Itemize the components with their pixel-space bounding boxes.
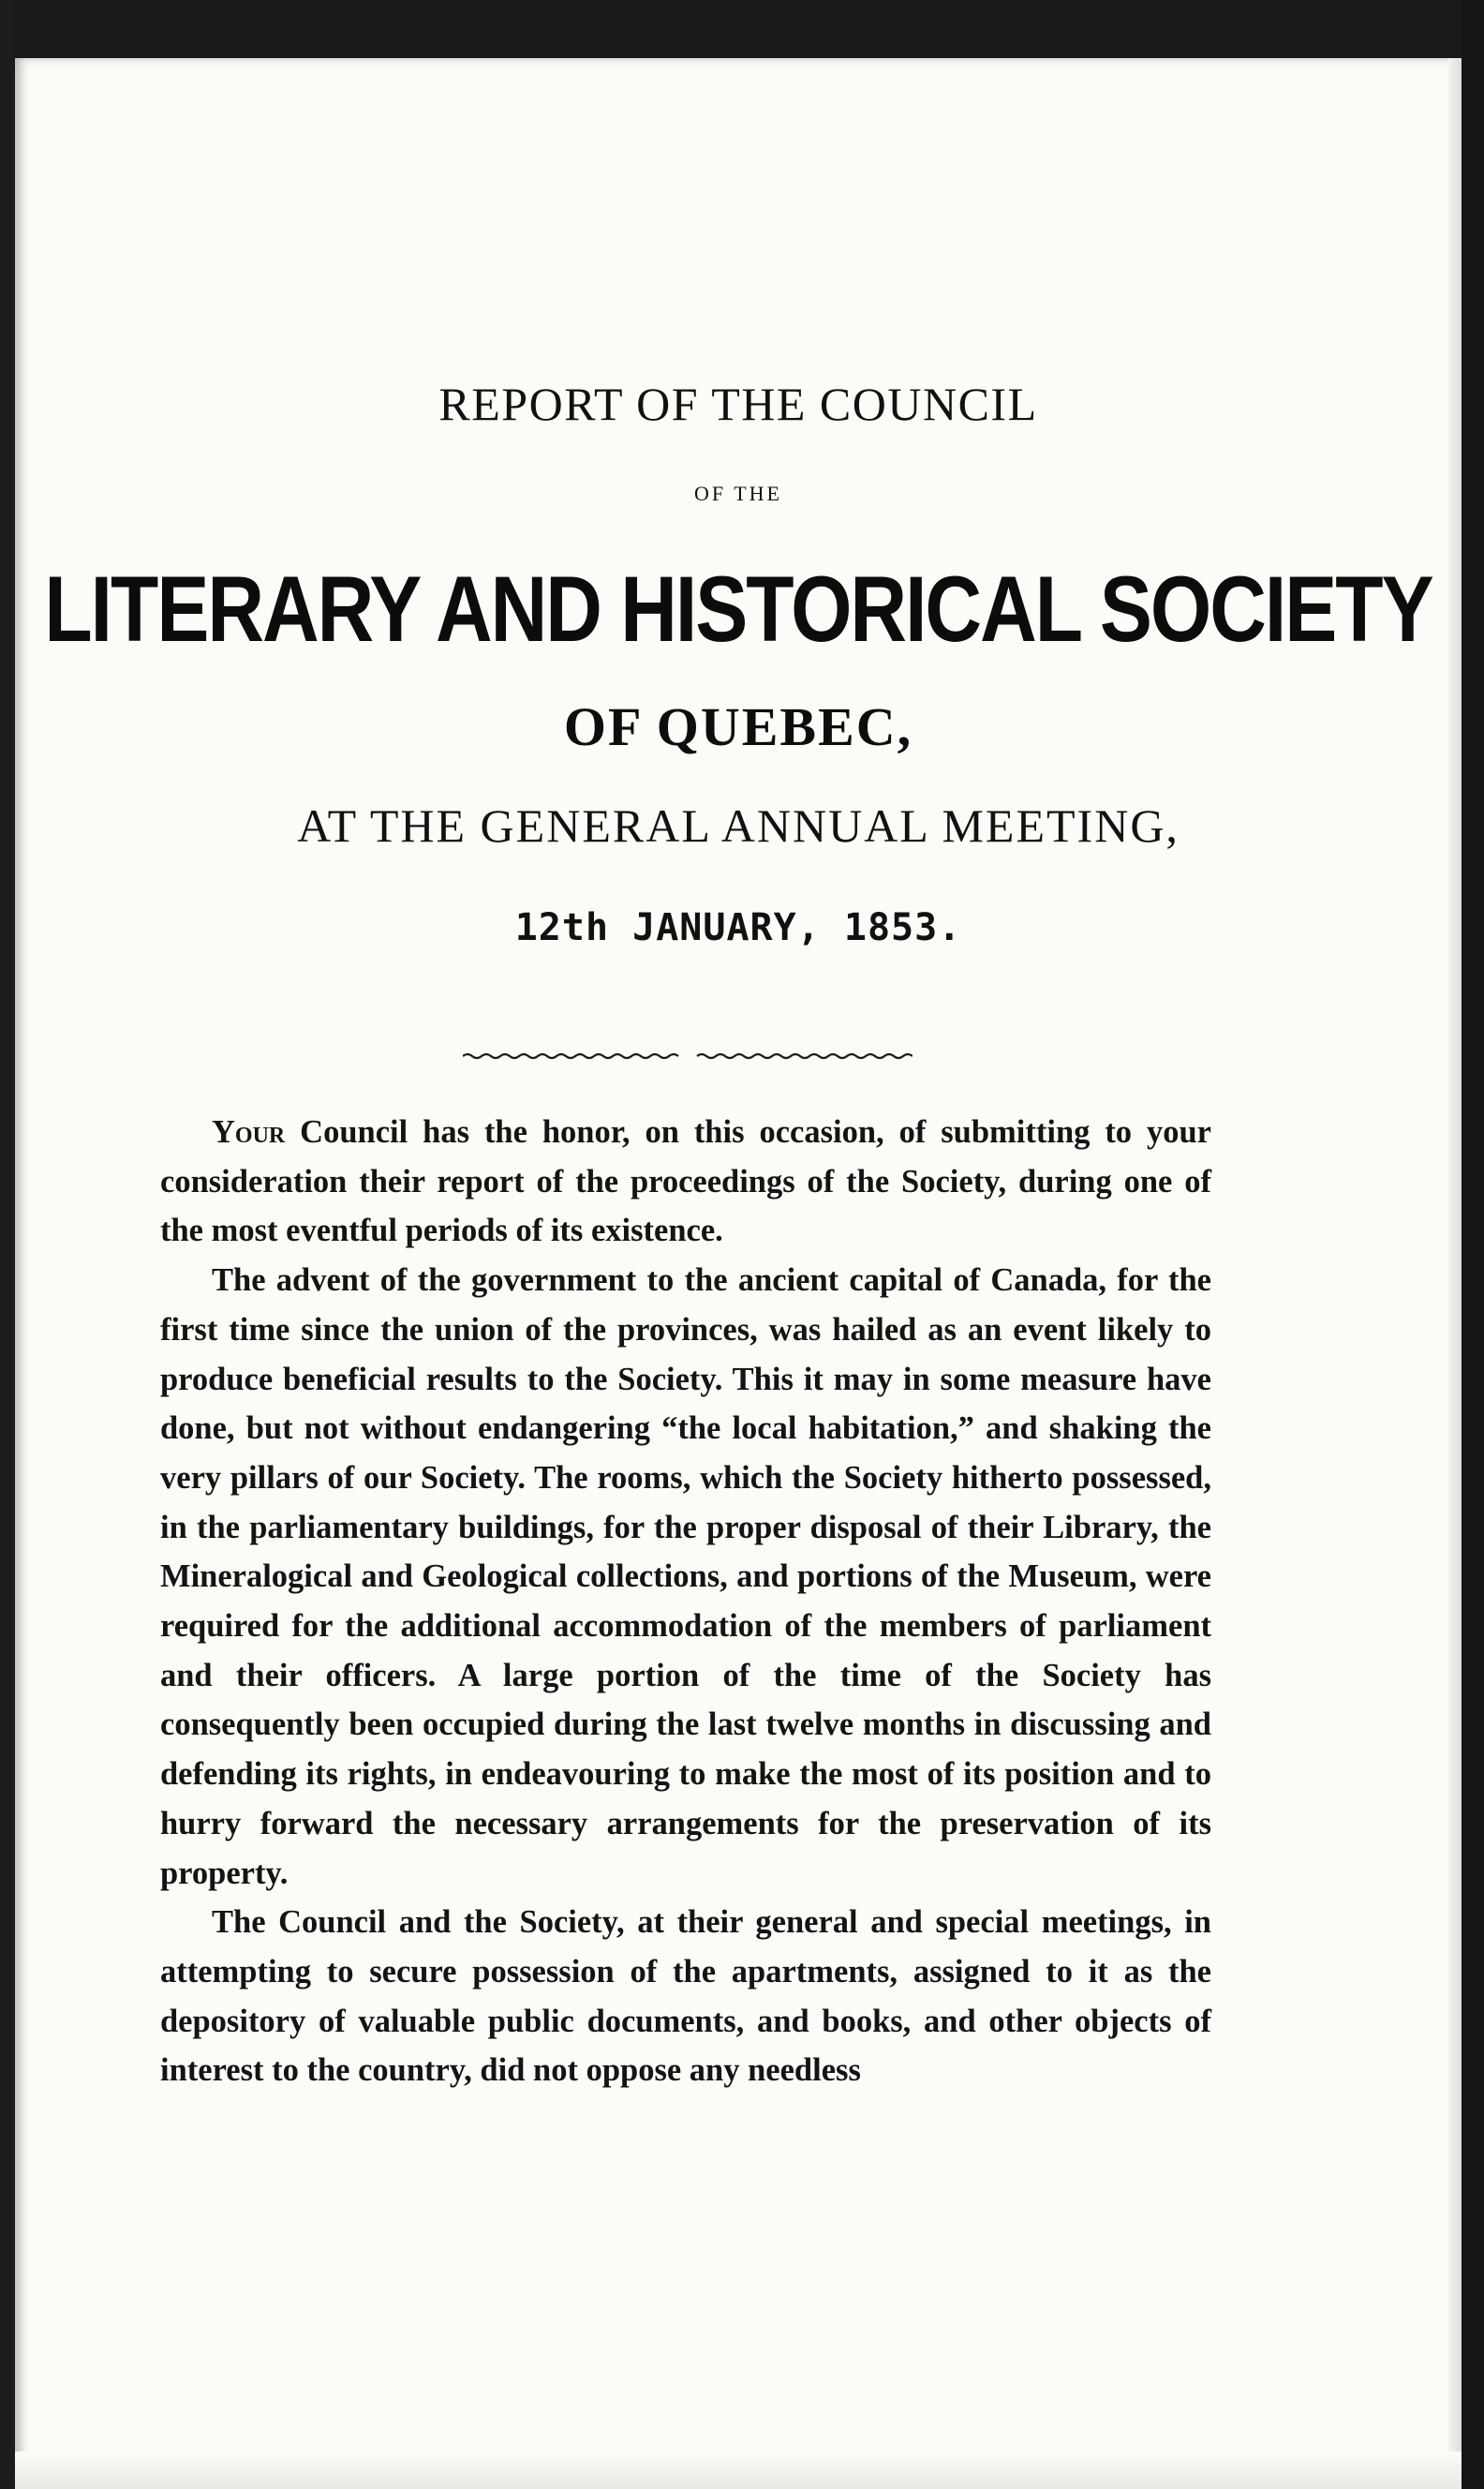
city-heading: OF QUEBEC,: [563, 696, 913, 757]
paragraph-1-text: Council has the honor, on this occasion, of submitting to your consideration their report of the proceedings of the Society, during one of the most eventful periods of its existence.: [160, 1114, 1211, 1249]
scan-background-top: [0, 0, 1484, 58]
of-the-heading: OF THE: [694, 482, 782, 505]
report-body: [160, 1108, 1211, 2095]
paragraph-1-lead-word: Your: [212, 1114, 286, 1150]
document-page: [15, 58, 1462, 2489]
meeting-heading: AT THE GENERAL ANNUAL MEETING,: [297, 799, 1180, 852]
scan-background-left: [0, 0, 15, 2489]
date-heading: 12th JANUARY, 1853.: [514, 906, 962, 949]
paragraph-2: The advent of the government to the ancient capital of Canada, for the first time since the union of the provinces, was hailed as an event likely to produce beneficial results to the Society. This it may in some measure have done, but not without endangering “the local habitation,” and shaking the very pillars of our Society. The rooms, which the Society hitherto possessed, in the parliamentary buildings, for the proper disposal of their Library, the Mineralogical and Geological collections, and portions of the Museum, were required for the additional accommodation of the members of parliament and their officers. A large portion of the time of the Society has consequently been occupied during the last twelve months in discussing and defending its rights, in endeavouring to make the most of its position and to hurry forward the necessary arrangements for the preservation of its property.: [160, 1262, 1211, 1891]
paragraph-1: [160, 1108, 1211, 1256]
report-heading: REPORT OF THE COUNCIL: [438, 378, 1038, 430]
decorative-wavy-rule: [463, 1050, 913, 1063]
page-content: [15, 58, 1462, 2489]
paragraph-3: The Council and the Society, at their general and special meetings, in attempting to secure possession of the apartments, assigned to it as the depository of valuable public documents, and books, and other objects of interest to the country, did not oppose any needless: [160, 1904, 1211, 2089]
society-name-heading: LITERARY AND HISTORICAL SOCIETY: [44, 557, 1432, 662]
scan-background-right: [1462, 0, 1484, 2489]
